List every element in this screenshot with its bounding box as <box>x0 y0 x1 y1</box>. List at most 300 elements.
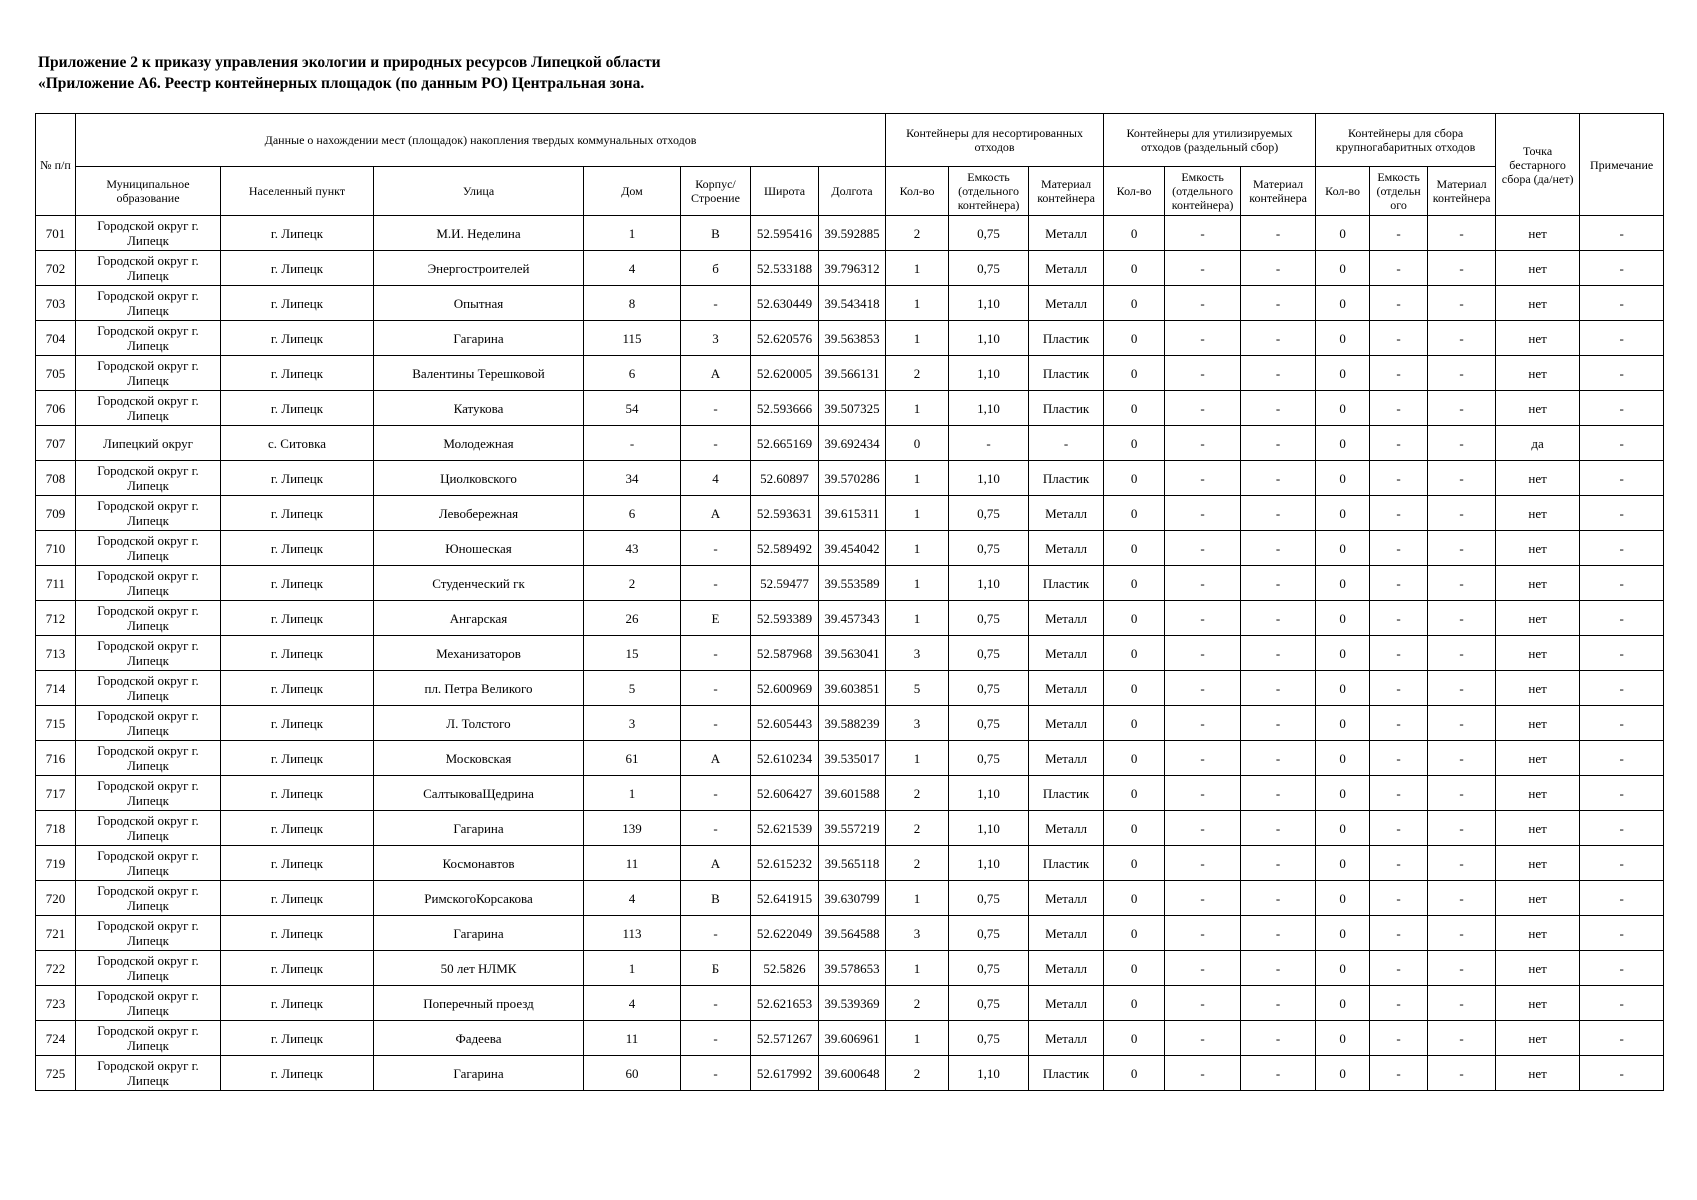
unsorted-capacity-cell: 0,75 <box>949 216 1029 251</box>
municipality-cell: Городской округ г. Липецк <box>76 496 221 531</box>
house-cell: 2 <box>584 566 681 601</box>
house-cell: 26 <box>584 601 681 636</box>
table-row <box>36 951 1664 986</box>
unsorted-material-cell: Пластик <box>1029 321 1104 356</box>
street-cell: Космонавтов <box>374 846 584 881</box>
bagless-cell: нет <box>1496 916 1580 951</box>
unsorted-count-cell: 1 <box>886 461 949 496</box>
municipality-cell: Городской округ г. Липецк <box>76 741 221 776</box>
bulky-count-cell: 0 <box>1316 881 1370 916</box>
note-cell: - <box>1580 741 1664 776</box>
recyclable-count-cell: 0 <box>1104 706 1165 741</box>
note-cell: - <box>1580 216 1664 251</box>
building-cell: б <box>681 251 751 286</box>
unsorted-capacity-cell: 1,10 <box>949 321 1029 356</box>
street-cell: Циолковского <box>374 461 584 496</box>
bulky-material-cell: - <box>1428 916 1496 951</box>
recyclable-count-cell: 0 <box>1104 951 1165 986</box>
bagless-cell: нет <box>1496 671 1580 706</box>
bagless-cell: нет <box>1496 531 1580 566</box>
recyclable-count-cell: 0 <box>1104 566 1165 601</box>
bulky-capacity-cell: - <box>1370 741 1428 776</box>
latitude-cell: 52.571267 <box>751 1021 819 1056</box>
bulky-capacity-cell: - <box>1370 426 1428 461</box>
unsorted-capacity-cell: 0,75 <box>949 1021 1029 1056</box>
unsorted-count-cell: 2 <box>886 776 949 811</box>
bulky-capacity-cell: - <box>1370 356 1428 391</box>
bulky-capacity-cell: - <box>1370 776 1428 811</box>
house-cell: 4 <box>584 251 681 286</box>
unsorted-capacity-cell: 1,10 <box>949 391 1029 426</box>
unsorted-material-cell: Металл <box>1029 951 1104 986</box>
longitude-cell: 39.553589 <box>819 566 886 601</box>
latitude-cell: 52.615232 <box>751 846 819 881</box>
municipality-cell: Городской округ г. Липецк <box>76 391 221 426</box>
settlement-cell: г. Липецк <box>221 356 374 391</box>
longitude-cell: 39.535017 <box>819 741 886 776</box>
unsorted-count-cell: 1 <box>886 496 949 531</box>
unsorted-capacity-cell: 0,75 <box>949 986 1029 1021</box>
header-recyclable-count: Кол-во <box>1104 167 1165 216</box>
latitude-cell: 52.621539 <box>751 811 819 846</box>
bulky-material-cell: - <box>1428 216 1496 251</box>
municipality-cell: Городской округ г. Липецк <box>76 216 221 251</box>
latitude-cell: 52.606427 <box>751 776 819 811</box>
settlement-cell: г. Липецк <box>221 531 374 566</box>
recyclable-capacity-cell: - <box>1165 671 1241 706</box>
street-cell: Энергостроителей <box>374 251 584 286</box>
row-number: 705 <box>36 356 76 391</box>
building-cell: Е <box>681 601 751 636</box>
header-bagless: Точка бестарного сбора (да/нет) <box>1496 114 1580 216</box>
note-cell: - <box>1580 706 1664 741</box>
unsorted-material-cell: Металл <box>1029 811 1104 846</box>
unsorted-count-cell: 1 <box>886 531 949 566</box>
unsorted-capacity-cell: 1,10 <box>949 566 1029 601</box>
bulky-count-cell: 0 <box>1316 356 1370 391</box>
table-row <box>36 1056 1664 1091</box>
table-row <box>36 496 1664 531</box>
house-cell: 1 <box>584 216 681 251</box>
bulky-capacity-cell: - <box>1370 706 1428 741</box>
note-cell: - <box>1580 1021 1664 1056</box>
row-number: 724 <box>36 1021 76 1056</box>
latitude-cell: 52.630449 <box>751 286 819 321</box>
settlement-cell: г. Липецк <box>221 776 374 811</box>
bagless-cell: нет <box>1496 1056 1580 1091</box>
recyclable-capacity-cell: - <box>1165 1056 1241 1091</box>
bagless-cell: нет <box>1496 286 1580 321</box>
street-cell: Юношеская <box>374 531 584 566</box>
unsorted-count-cell: 3 <box>886 706 949 741</box>
note-cell: - <box>1580 636 1664 671</box>
bagless-cell: да <box>1496 426 1580 461</box>
recyclable-count-cell: 0 <box>1104 426 1165 461</box>
recyclable-capacity-cell: - <box>1165 881 1241 916</box>
building-cell: - <box>681 811 751 846</box>
building-cell: А <box>681 741 751 776</box>
note-cell: - <box>1580 601 1664 636</box>
longitude-cell: 39.578653 <box>819 951 886 986</box>
row-number: 706 <box>36 391 76 426</box>
bulky-material-cell: - <box>1428 986 1496 1021</box>
street-cell: Катукова <box>374 391 584 426</box>
table-row <box>36 286 1664 321</box>
row-number: 711 <box>36 566 76 601</box>
unsorted-capacity-cell: 0,75 <box>949 636 1029 671</box>
bulky-count-cell: 0 <box>1316 811 1370 846</box>
building-cell: 4 <box>681 461 751 496</box>
recyclable-count-cell: 0 <box>1104 881 1165 916</box>
table-row <box>36 706 1664 741</box>
bulky-capacity-cell: - <box>1370 671 1428 706</box>
street-cell: Студенческий гк <box>374 566 584 601</box>
house-cell: 113 <box>584 916 681 951</box>
header-bulky-group: Контейнеры для сбора крупногабаритных отходов <box>1316 114 1496 167</box>
unsorted-material-cell: Металл <box>1029 286 1104 321</box>
bulky-capacity-cell: - <box>1370 846 1428 881</box>
unsorted-material-cell: Металл <box>1029 741 1104 776</box>
settlement-cell: г. Липецк <box>221 251 374 286</box>
municipality-cell: Городской округ г. Липецк <box>76 916 221 951</box>
settlement-cell: г. Липецк <box>221 461 374 496</box>
bulky-count-cell: 0 <box>1316 741 1370 776</box>
bagless-cell: нет <box>1496 251 1580 286</box>
unsorted-material-cell: Металл <box>1029 531 1104 566</box>
settlement-cell: г. Липецк <box>221 846 374 881</box>
settlement-cell: с. Ситовка <box>221 426 374 461</box>
unsorted-count-cell: 1 <box>886 286 949 321</box>
longitude-cell: 39.457343 <box>819 601 886 636</box>
longitude-cell: 39.796312 <box>819 251 886 286</box>
house-cell: 6 <box>584 356 681 391</box>
house-cell: 1 <box>584 776 681 811</box>
container-sites-registry-table <box>35 113 1664 1091</box>
header-note: Примечание <box>1580 114 1664 216</box>
building-cell: - <box>681 706 751 741</box>
bagless-cell: нет <box>1496 881 1580 916</box>
settlement-cell: г. Липецк <box>221 601 374 636</box>
bulky-count-cell: 0 <box>1316 601 1370 636</box>
recyclable-capacity-cell: - <box>1165 601 1241 636</box>
recyclable-count-cell: 0 <box>1104 671 1165 706</box>
street-cell: 50 лет НЛМК <box>374 951 584 986</box>
recyclable-material-cell: - <box>1241 916 1316 951</box>
latitude-cell: 52.593389 <box>751 601 819 636</box>
table-row <box>36 356 1664 391</box>
recyclable-count-cell: 0 <box>1104 601 1165 636</box>
document-header <box>38 52 661 94</box>
latitude-cell: 52.595416 <box>751 216 819 251</box>
recyclable-material-cell: - <box>1241 601 1316 636</box>
recyclable-capacity-cell: - <box>1165 846 1241 881</box>
municipality-cell: Городской округ г. Липецк <box>76 356 221 391</box>
house-cell: 4 <box>584 881 681 916</box>
row-number: 716 <box>36 741 76 776</box>
bulky-count-cell: 0 <box>1316 1056 1370 1091</box>
bulky-count-cell: 0 <box>1316 216 1370 251</box>
recyclable-count-cell: 0 <box>1104 216 1165 251</box>
bagless-cell: нет <box>1496 951 1580 986</box>
recyclable-count-cell: 0 <box>1104 391 1165 426</box>
longitude-cell: 39.603851 <box>819 671 886 706</box>
unsorted-capacity-cell: 0,75 <box>949 916 1029 951</box>
bulky-count-cell: 0 <box>1316 636 1370 671</box>
recyclable-material-cell: - <box>1241 846 1316 881</box>
bulky-count-cell: 0 <box>1316 986 1370 1021</box>
recyclable-count-cell: 0 <box>1104 811 1165 846</box>
recyclable-capacity-cell: - <box>1165 426 1241 461</box>
latitude-cell: 52.665169 <box>751 426 819 461</box>
unsorted-capacity-cell: 0,75 <box>949 741 1029 776</box>
recyclable-material-cell: - <box>1241 251 1316 286</box>
recyclable-material-cell: - <box>1241 531 1316 566</box>
bulky-material-cell: - <box>1428 706 1496 741</box>
building-cell: Б <box>681 951 751 986</box>
street-cell: Механизаторов <box>374 636 584 671</box>
unsorted-capacity-cell: 1,10 <box>949 811 1029 846</box>
unsorted-material-cell: Металл <box>1029 601 1104 636</box>
street-cell: Гагарина <box>374 321 584 356</box>
recyclable-capacity-cell: - <box>1165 496 1241 531</box>
unsorted-capacity-cell: 1,10 <box>949 286 1029 321</box>
latitude-cell: 52.610234 <box>751 741 819 776</box>
municipality-cell: Городской округ г. Липецк <box>76 601 221 636</box>
header-longitude: Долгота <box>819 167 886 216</box>
recyclable-material-cell: - <box>1241 671 1316 706</box>
table-row <box>36 601 1664 636</box>
table-row <box>36 881 1664 916</box>
street-cell: Поперечный проезд <box>374 986 584 1021</box>
note-cell: - <box>1580 846 1664 881</box>
note-cell: - <box>1580 426 1664 461</box>
municipality-cell: Городской округ г. Липецк <box>76 321 221 356</box>
unsorted-capacity-cell: 0,75 <box>949 601 1029 636</box>
settlement-cell: г. Липецк <box>221 1021 374 1056</box>
row-number: 717 <box>36 776 76 811</box>
latitude-cell: 52.600969 <box>751 671 819 706</box>
recyclable-material-cell: - <box>1241 811 1316 846</box>
settlement-cell: г. Липецк <box>221 391 374 426</box>
table-row <box>36 811 1664 846</box>
note-cell: - <box>1580 531 1664 566</box>
note-cell: - <box>1580 951 1664 986</box>
recyclable-material-cell: - <box>1241 1056 1316 1091</box>
bulky-count-cell: 0 <box>1316 566 1370 601</box>
latitude-cell: 52.587968 <box>751 636 819 671</box>
house-cell: 54 <box>584 391 681 426</box>
bulky-material-cell: - <box>1428 426 1496 461</box>
recyclable-count-cell: 0 <box>1104 636 1165 671</box>
house-cell: 15 <box>584 636 681 671</box>
building-cell: - <box>681 566 751 601</box>
bulky-material-cell: - <box>1428 951 1496 986</box>
bulky-capacity-cell: - <box>1370 566 1428 601</box>
unsorted-count-cell: 2 <box>886 1056 949 1091</box>
header-house: Дом <box>584 167 681 216</box>
bagless-cell: нет <box>1496 496 1580 531</box>
longitude-cell: 39.564588 <box>819 916 886 951</box>
recyclable-capacity-cell: - <box>1165 566 1241 601</box>
row-number: 703 <box>36 286 76 321</box>
settlement-cell: г. Липецк <box>221 321 374 356</box>
unsorted-material-cell: Пластик <box>1029 566 1104 601</box>
recyclable-count-cell: 0 <box>1104 321 1165 356</box>
recyclable-count-cell: 0 <box>1104 286 1165 321</box>
settlement-cell: г. Липецк <box>221 216 374 251</box>
latitude-cell: 52.593631 <box>751 496 819 531</box>
row-number: 713 <box>36 636 76 671</box>
bulky-material-cell: - <box>1428 496 1496 531</box>
house-cell: 4 <box>584 986 681 1021</box>
bulky-material-cell: - <box>1428 741 1496 776</box>
recyclable-capacity-cell: - <box>1165 636 1241 671</box>
unsorted-count-cell: 2 <box>886 986 949 1021</box>
unsorted-material-cell: Пластик <box>1029 776 1104 811</box>
unsorted-capacity-cell: 0,75 <box>949 671 1029 706</box>
bagless-cell: нет <box>1496 741 1580 776</box>
table-row <box>36 531 1664 566</box>
row-number: 719 <box>36 846 76 881</box>
bagless-cell: нет <box>1496 601 1580 636</box>
bulky-capacity-cell: - <box>1370 951 1428 986</box>
unsorted-count-cell: 1 <box>886 881 949 916</box>
bulky-material-cell: - <box>1428 321 1496 356</box>
note-cell: - <box>1580 391 1664 426</box>
unsorted-count-cell: 1 <box>886 566 949 601</box>
table-row <box>36 986 1664 1021</box>
longitude-cell: 39.566131 <box>819 356 886 391</box>
municipality-cell: Городской округ г. Липецк <box>76 881 221 916</box>
latitude-cell: 52.620576 <box>751 321 819 356</box>
header-recyclable-material: Материал контейнера <box>1241 167 1316 216</box>
recyclable-material-cell: - <box>1241 321 1316 356</box>
table-row <box>36 216 1664 251</box>
note-cell: - <box>1580 286 1664 321</box>
unsorted-capacity-cell: 1,10 <box>949 356 1029 391</box>
bagless-cell: нет <box>1496 391 1580 426</box>
note-cell: - <box>1580 811 1664 846</box>
building-cell: - <box>681 391 751 426</box>
table-row <box>36 846 1664 881</box>
recyclable-count-cell: 0 <box>1104 251 1165 286</box>
unsorted-capacity-cell: 1,10 <box>949 846 1029 881</box>
header-bulky-count: Кол-во <box>1316 167 1370 216</box>
street-cell: Молодежная <box>374 426 584 461</box>
bulky-count-cell: 0 <box>1316 1021 1370 1056</box>
recyclable-capacity-cell: - <box>1165 741 1241 776</box>
building-cell: В <box>681 216 751 251</box>
longitude-cell: 39.615311 <box>819 496 886 531</box>
bulky-capacity-cell: - <box>1370 251 1428 286</box>
row-number: 712 <box>36 601 76 636</box>
unsorted-count-cell: 1 <box>886 1021 949 1056</box>
municipality-cell: Городской округ г. Липецк <box>76 286 221 321</box>
street-cell: Фадеева <box>374 1021 584 1056</box>
bulky-capacity-cell: - <box>1370 1056 1428 1091</box>
note-cell: - <box>1580 986 1664 1021</box>
bagless-cell: нет <box>1496 321 1580 356</box>
recyclable-capacity-cell: - <box>1165 216 1241 251</box>
bulky-capacity-cell: - <box>1370 916 1428 951</box>
building-cell: А <box>681 846 751 881</box>
unsorted-count-cell: 5 <box>886 671 949 706</box>
bulky-capacity-cell: - <box>1370 636 1428 671</box>
unsorted-material-cell: Металл <box>1029 216 1104 251</box>
table-row <box>36 251 1664 286</box>
unsorted-capacity-cell: 1,10 <box>949 461 1029 496</box>
row-number: 715 <box>36 706 76 741</box>
recyclable-count-cell: 0 <box>1104 461 1165 496</box>
street-cell: Гагарина <box>374 811 584 846</box>
recyclable-count-cell: 0 <box>1104 1021 1165 1056</box>
house-cell: 5 <box>584 671 681 706</box>
table-row <box>36 1021 1664 1056</box>
recyclable-capacity-cell: - <box>1165 916 1241 951</box>
longitude-cell: 39.600648 <box>819 1056 886 1091</box>
header-bulky-capacity: Емкость (отдельн ого <box>1370 167 1428 216</box>
unsorted-material-cell: Металл <box>1029 636 1104 671</box>
building-cell: 3 <box>681 321 751 356</box>
unsorted-count-cell: 2 <box>886 216 949 251</box>
building-cell: А <box>681 356 751 391</box>
unsorted-material-cell: Металл <box>1029 1021 1104 1056</box>
row-number: 710 <box>36 531 76 566</box>
recyclable-material-cell: - <box>1241 951 1316 986</box>
unsorted-count-cell: 1 <box>886 601 949 636</box>
municipality-cell: Городской округ г. Липецк <box>76 986 221 1021</box>
longitude-cell: 39.565118 <box>819 846 886 881</box>
recyclable-material-cell: - <box>1241 776 1316 811</box>
latitude-cell: 52.60897 <box>751 461 819 496</box>
header-municipality: Муниципальное образование <box>76 167 221 216</box>
municipality-cell: Городской округ г. Липецк <box>76 636 221 671</box>
recyclable-material-cell: - <box>1241 706 1316 741</box>
recyclable-material-cell: - <box>1241 286 1316 321</box>
building-cell: - <box>681 1056 751 1091</box>
building-cell: А <box>681 496 751 531</box>
recyclable-count-cell: 0 <box>1104 531 1165 566</box>
street-cell: Гагарина <box>374 916 584 951</box>
street-cell: СалтыковаЩедрина <box>374 776 584 811</box>
latitude-cell: 52.605443 <box>751 706 819 741</box>
longitude-cell: 39.563041 <box>819 636 886 671</box>
bagless-cell: нет <box>1496 1021 1580 1056</box>
header-bulky-material: Материал контейнера <box>1428 167 1496 216</box>
note-cell: - <box>1580 321 1664 356</box>
house-cell: 11 <box>584 1021 681 1056</box>
note-cell: - <box>1580 251 1664 286</box>
header-location-group: Данные о нахождении мест (площадок) накопления твердых коммунальных отходов <box>76 114 886 167</box>
house-cell: 60 <box>584 1056 681 1091</box>
bulky-capacity-cell: - <box>1370 881 1428 916</box>
settlement-cell: г. Липецк <box>221 811 374 846</box>
recyclable-material-cell: - <box>1241 216 1316 251</box>
longitude-cell: 39.454042 <box>819 531 886 566</box>
settlement-cell: г. Липецк <box>221 951 374 986</box>
settlement-cell: г. Липецк <box>221 286 374 321</box>
bagless-cell: нет <box>1496 356 1580 391</box>
note-cell: - <box>1580 496 1664 531</box>
note-cell: - <box>1580 356 1664 391</box>
latitude-cell: 52.641915 <box>751 881 819 916</box>
recyclable-count-cell: 0 <box>1104 916 1165 951</box>
longitude-cell: 39.570286 <box>819 461 886 496</box>
unsorted-count-cell: 1 <box>886 741 949 776</box>
header-num: № п/п <box>36 114 76 216</box>
bulky-material-cell: - <box>1428 1056 1496 1091</box>
recyclable-capacity-cell: - <box>1165 951 1241 986</box>
